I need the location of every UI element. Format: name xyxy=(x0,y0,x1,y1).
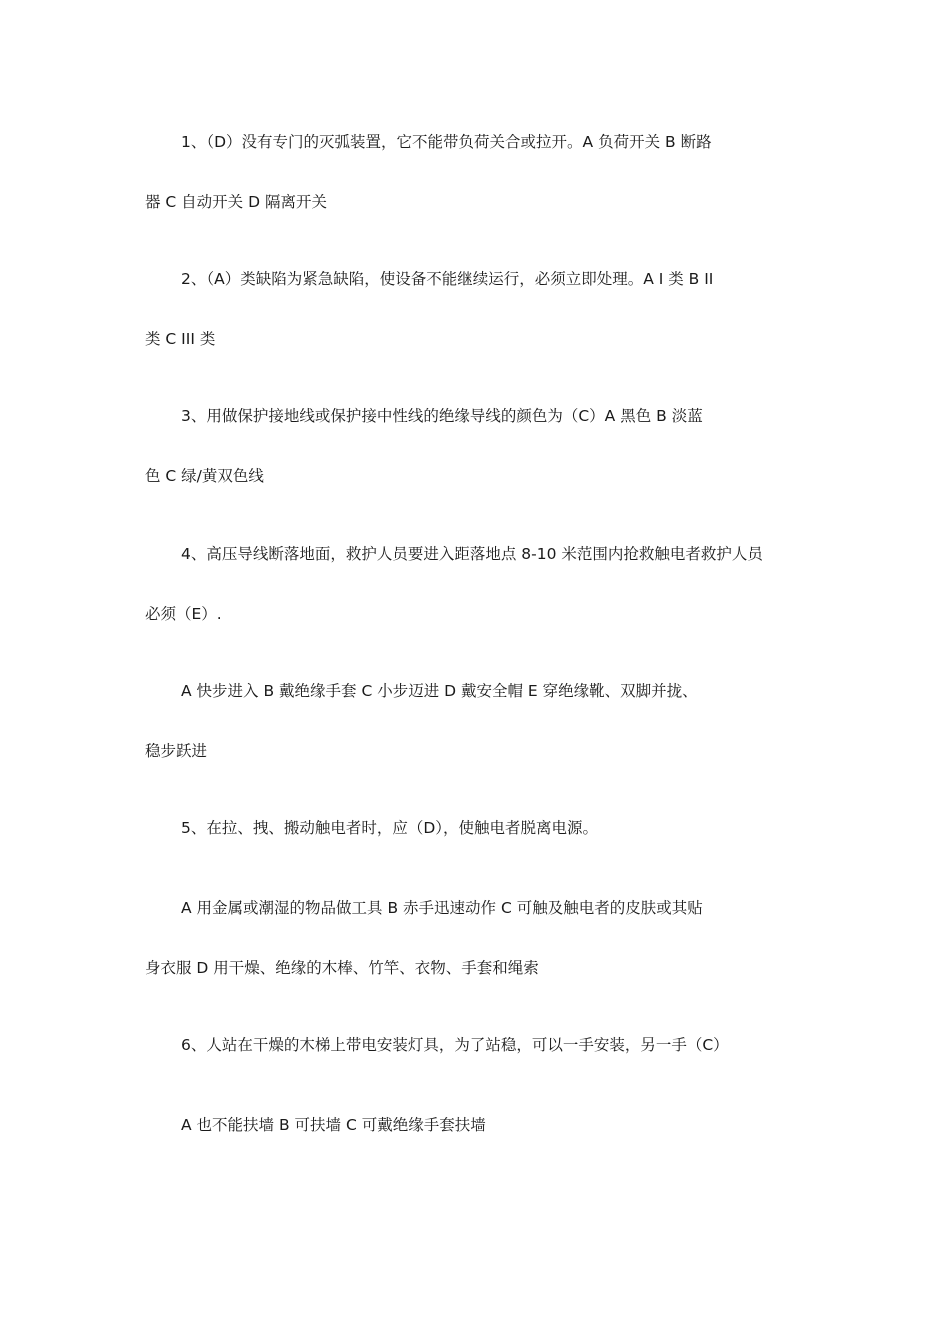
question-1-line-2: 器 C 自动开关 D 隔离开关 xyxy=(145,193,327,211)
question-4-options-line-1: A 快步进入 B 戴绝缘手套 C 小步迈进 D 戴安全帽 E 穿绝缘靴、双脚并拢、 xyxy=(181,682,698,700)
question-4-options-line-2: 稳步跃进 xyxy=(145,742,208,760)
question-2-line-2: 类 C III 类 xyxy=(145,330,216,348)
question-5-line-1: 5、在拉、拽、搬动触电者时，应（D），使触电者脱离电源。 xyxy=(181,819,599,837)
question-4-line-1: 4、高压导线断落地面，救护人员要进入距落地点 8-10 米范围内抢救触电者救护人员 xyxy=(181,545,763,563)
question-3-line-2: 色 C 绿/黄双色线 xyxy=(145,467,264,485)
question-6-options-line-1: A 也不能扶墙 B 可扶墙 C 可戴绝缘手套扶墙 xyxy=(181,1116,486,1134)
question-5-options-line-1: A 用金属或潮湿的物品做工具 B 赤手迅速动作 C 可触及触电者的皮肤或其贴 xyxy=(181,899,703,917)
question-1-line-1: 1、（D）没有专门的灭弧装置，它不能带负荷关合或拉开。A 负荷开关 B 断路 xyxy=(181,133,712,151)
question-3-line-1: 3、用做保护接地线或保护接中性线的绝缘导线的颜色为（C）A 黑色 B 淡蓝 xyxy=(181,407,703,425)
question-4-line-2: 必须（E）. xyxy=(145,605,222,623)
question-2-line-1: 2、（A）类缺陷为紧急缺陷，使设备不能继续运行，必须立即处理。A I 类 B II xyxy=(181,270,714,288)
question-6-line-1: 6、人站在干燥的木梯上带电安装灯具，为了站稳，可以一手安装，另一手（C） xyxy=(181,1036,729,1054)
question-5-options-line-2: 身衣服 D 用干燥、绝缘的木棒、竹竿、衣物、手套和绳索 xyxy=(145,959,539,977)
